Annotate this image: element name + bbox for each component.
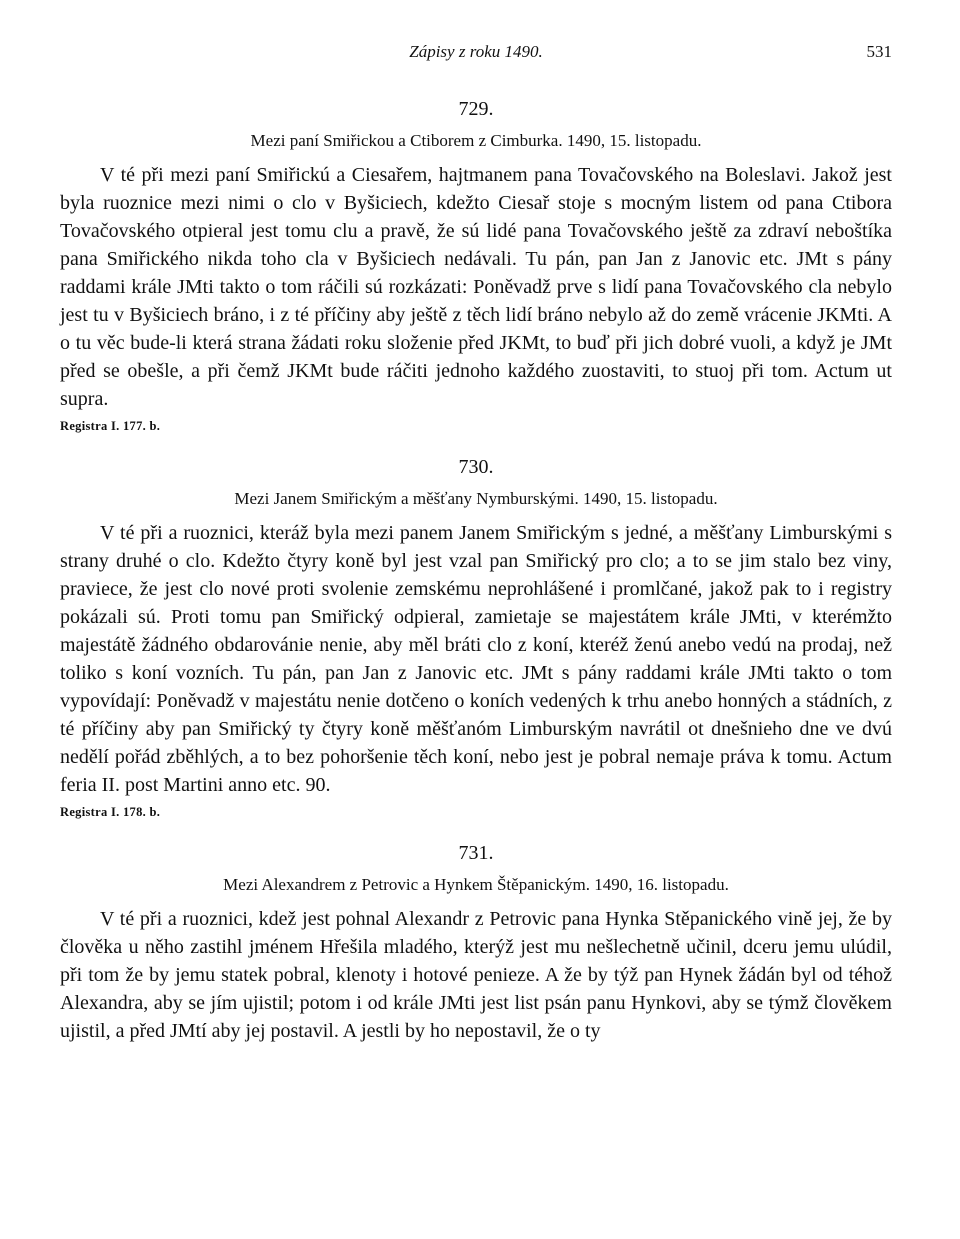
page-number: 531	[866, 42, 892, 61]
entry-number: 731.	[458, 842, 494, 864]
entry-text: V té při mezi paní Smiřickú a Ciesařem, hajtmanem pana Tovačovského na Boleslavi. Jakož jest byla ruoznice mezi nimi o clo v Byšiciech, kdežto Ciesař stoje s mocným listem od pana Ctibora Tovačovského otpieral jest tomu clu a pravě, že sú lidé pana Tovačovského ještě za zdraví neboštíka pana Smiřického nikda toho cla v Byšiciech nedávali. Tu pán, pan Jan z Janovic etc. JMt s pány raddami krále JMti takto o tom ráčili sú rozkázati: Poněvadž prve s lidí pana Tovačovského cla nebylo jest tu v Byšiciech bráno, i z té příčiny aby ještě z těch lidí bráno nebylo až do země vrácenie JKMti. A o tu věc bude-li která strana žádati roku složenie před JKMt, to buď při jich dobré vuoli, a když je JMt před se obešle, a při čemž JKMt bude ráčiti jednoho každého zuostaviti, to stuoj při tom. Actum ut supra.	[60, 164, 892, 410]
entry-heading: Mezi Alexandrem z Petrovic a Hynkem Štěpanickým. 1490, 16. listopadu.	[223, 875, 729, 894]
entry-text: V té při a ruoznici, kteráž byla mezi panem Janem Smiřickým s jedné, a měšťany Limburskými s strany druhé o clo. Kdežto čtyry koně byl jest vzal pan Smiřický pro clo; a to se jim stalo bez viny, praviece, že jest clo nové proti svolenie zemskému neprohlášené i promlčané, jakož pak to i registry pokázali sú. Proti tomu pan Smiřický odpieral, zamietaje se majestátem krále JMti, v kterémžto majestátě žádného obdarovánie nenie, aby měl bráti clo z koní, kteréž ženú anebo vedú na prodaj, než toliko s koní vozních. Tu pán, pan Jan z Janovic etc. JMt s pány raddami krále JMti takto o tom vypovídají: Poněvadž v majestátu nenie dotčeno o koních vedených k trhu anebo honných a stádních, z té příčiny aby pan Smiřický ty čtyry koně měšťanóm Limburským navrátil ot dnešnieho dne ve dvú nedělí pořád zběhlých, a to bez pohoršenie těch koní, nebo jest je pobral nemaje práva k tomu. Actum feria II. post Martini anno etc. 90.	[60, 522, 892, 796]
entry-heading: Mezi Janem Smiřickým a měšťany Nymburskými. 1490, 15. listopadu.	[234, 489, 718, 508]
entry-number: 729.	[458, 98, 494, 120]
running-header	[60, 42, 892, 76]
document-page	[60, 42, 892, 1045]
entry-number: 730.	[458, 456, 494, 478]
entry-text: V té při a ruoznici, kdež jest pohnal Alexandr z Petrovic pana Hynka Stěpanického vině jej, že by člověka u něho zastihl jménem Hřešila mladého, kterýž jest mu nešlechetně učinil, dceru jemu ulúdil, při tom že by jemu statek pobral, klenoty i hotové penieze. A že by týž pan Hynek žádán byl od téhož Alexandra, aby se jím ujistil; potom i od krále JMti jest list psán panu Hynkovi, aby se týmž člověkem ujistil, a před JMtí aby jej postavil. A jestli by ho nepostavil, že o ty	[60, 908, 892, 1042]
source-reference: Registra I. 178. b.	[60, 805, 161, 819]
running-title: Zápisy z roku 1490.	[409, 42, 543, 61]
entry-729	[60, 98, 892, 434]
source-reference: Registra I. 177. b.	[60, 419, 161, 433]
entry-731	[60, 842, 892, 1045]
entry-heading: Mezi paní Smiřickou a Ctiborem z Cimburka. 1490, 15. listopadu.	[250, 131, 702, 150]
entry-730	[60, 456, 892, 820]
